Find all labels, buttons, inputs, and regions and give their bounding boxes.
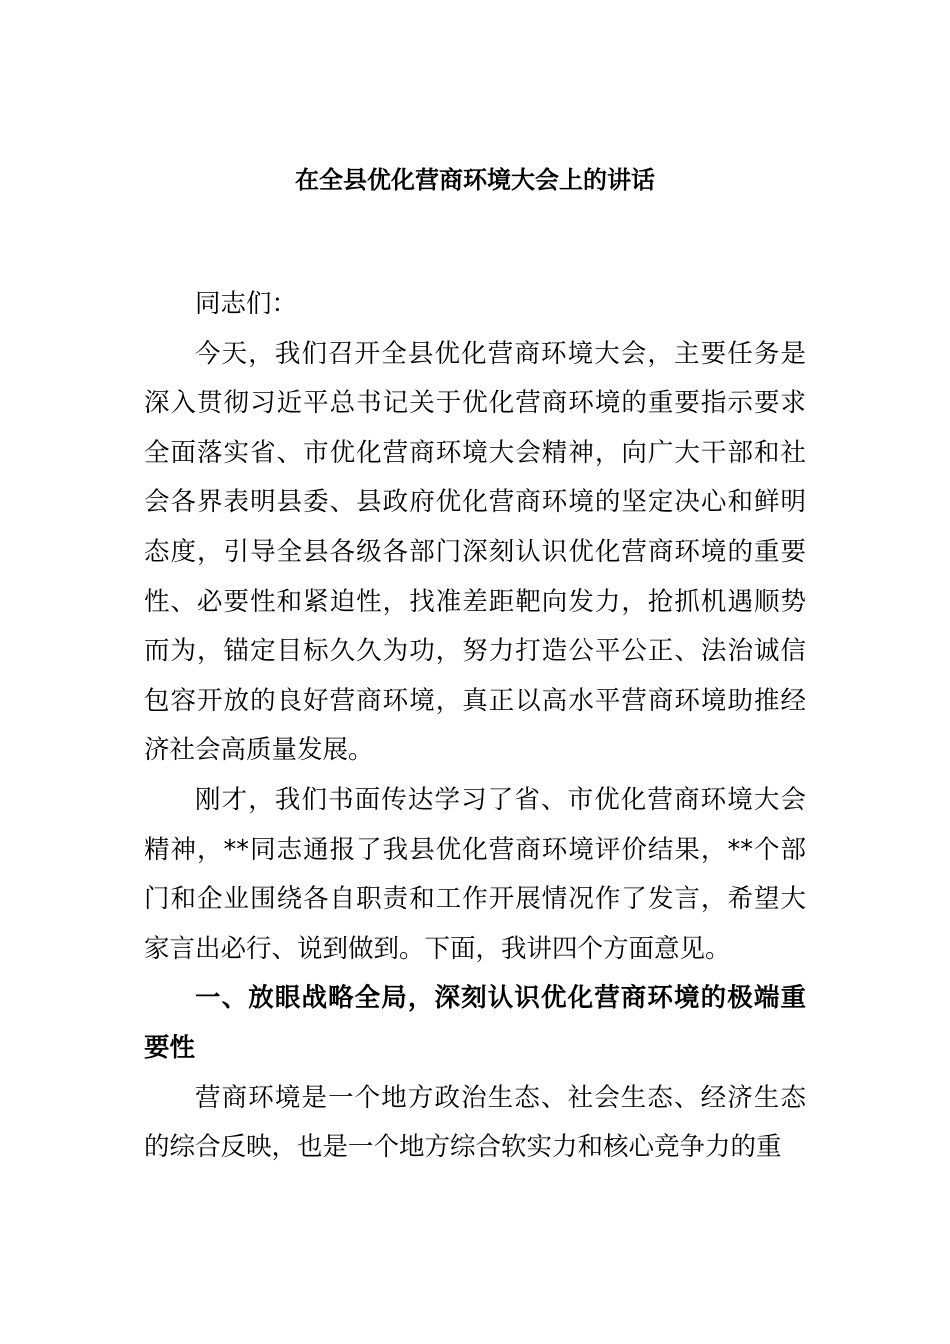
document-title: 在全县优化营商环境大会上的讲话 <box>295 166 655 194</box>
document-body <box>144 280 806 1173</box>
section-heading-1: 一、放眼战略全局，深刻认识优化营商环境的极端重要性 <box>144 983 806 1063</box>
opening-paragraph: 今天，我们召开全县优化营商环境大会，主要任务是深入贯彻习近平总书记关于优化营商环境的重要指示要求全面落实省、市优化营商环境大会精神，向广大干部和社会各界表明县委、县政府优化营商环境的坚定决心和鲜明态度，引导全县各级各部门深刻认识优化营商环境的重要性、必要性和紧迫性，找准差距靶向发力，抢抓机遇顺势而为，锚定目标久久为功，努力打造公平公正、法治诚信包容开放的良好营商环境，真正以高水平营商环境助推经济社会高质量发展。 <box>144 338 806 766</box>
section-1-paragraph: 营商环境是一个地方政治生态、社会生态、经济生态的综合反映，也是一个地方综合软实力和核心竞争力的重 <box>144 1082 806 1163</box>
context-paragraph: 刚才，我们书面传达学习了省、市优化营商环境大会精神，**同志通报了我县优化营商环境评价结果，**个部门和企业围绕各自职责和工作开展情况作了发言，希望大家言出必行、说到做到。下面，我讲四个方面意见。 <box>144 784 806 964</box>
salutation-paragraph: 同志们： <box>195 289 298 319</box>
